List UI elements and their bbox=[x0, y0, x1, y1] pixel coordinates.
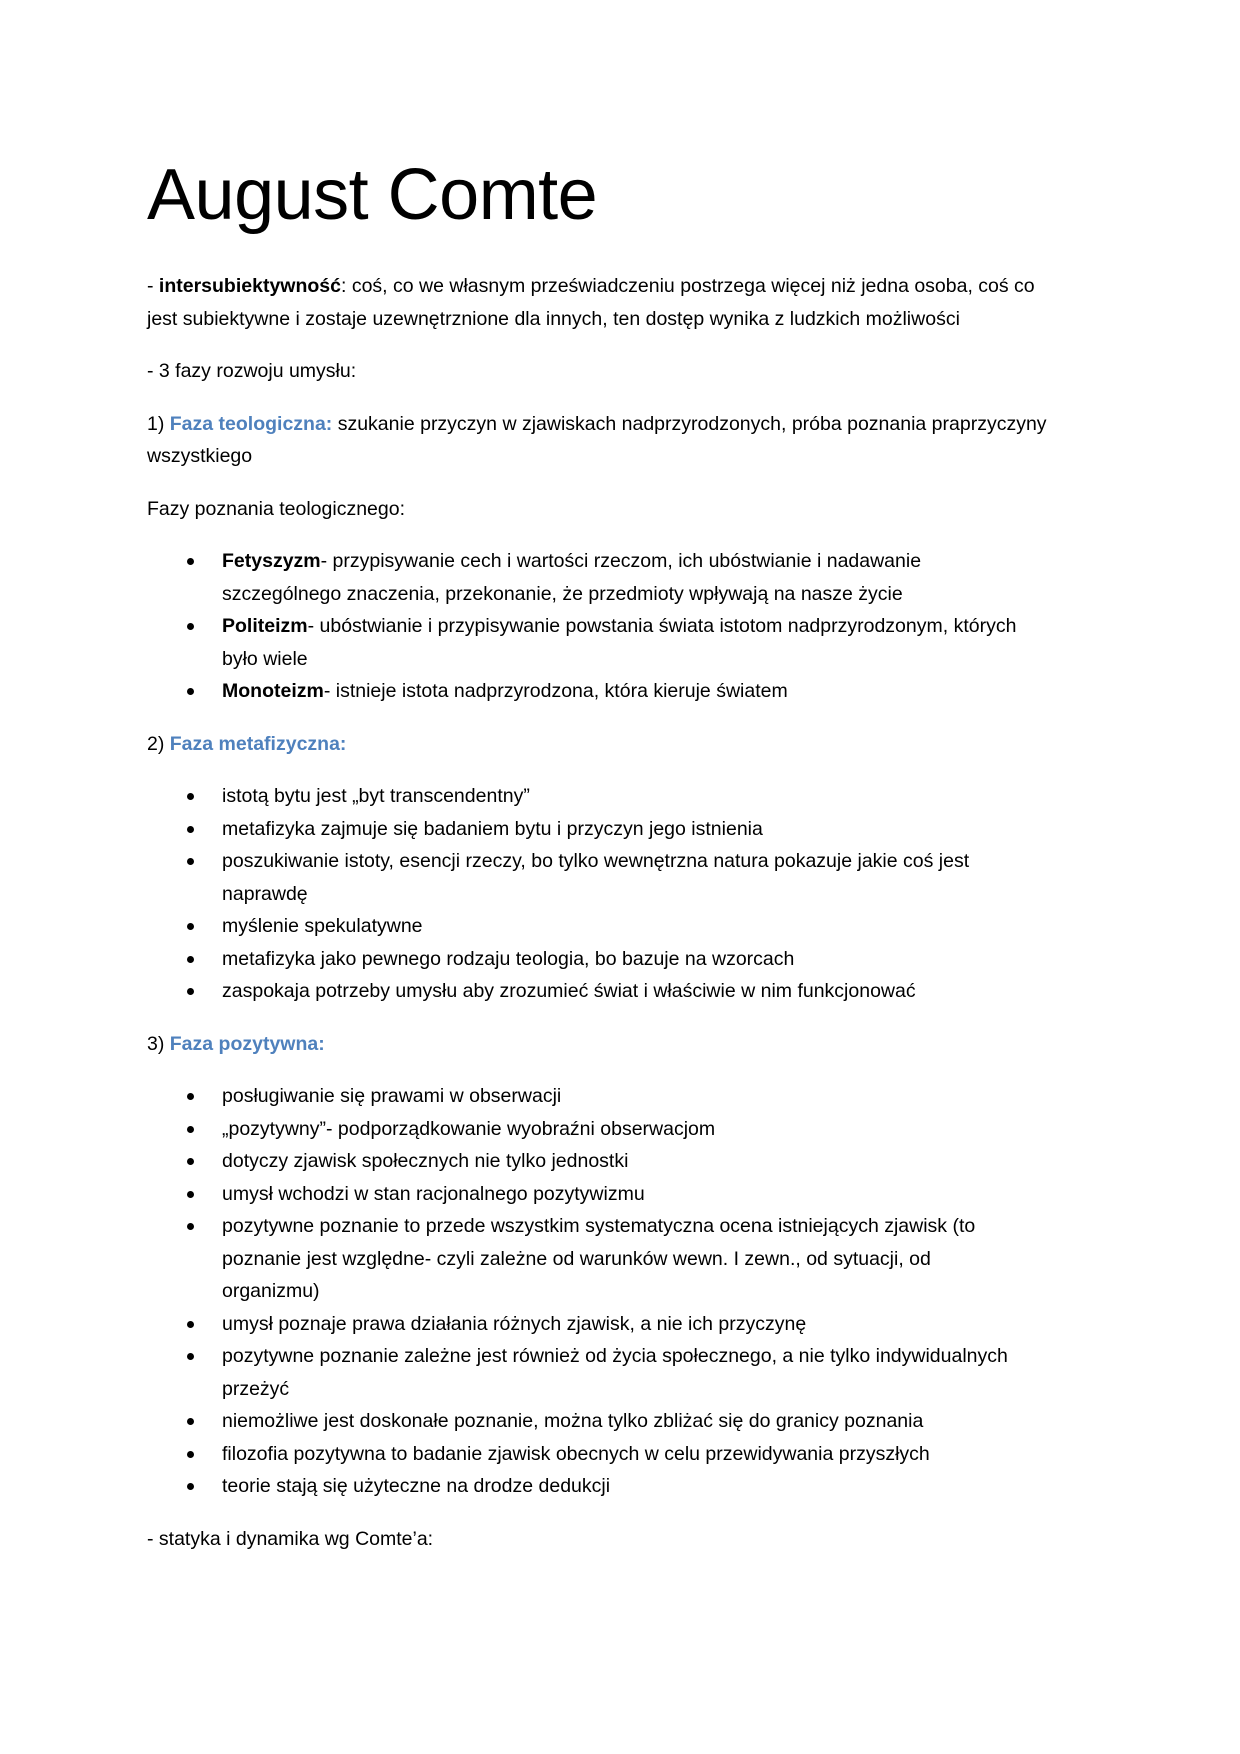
phase-number: 2) bbox=[147, 732, 170, 755]
page-title: August Comte bbox=[147, 155, 598, 235]
list-item-text: pozytywne poznanie zależne jest również od życia społecznego, a nie tylko indywidualnych bbox=[222, 1345, 1008, 1367]
positive-list bbox=[147, 1080, 1107, 1503]
intro-line: jest subiektywne i zostaje uzewnętrznione dla innych, ten dostęp wynika z ludzkich możliwości bbox=[147, 307, 960, 330]
list-item-text: umysł poznaje prawa działania różnych zjawisk, a nie ich przyczynę bbox=[222, 1312, 807, 1335]
theological-list bbox=[147, 545, 1107, 708]
phase1-label: Faza teologiczna: bbox=[169, 412, 333, 435]
list-item bbox=[147, 675, 1107, 708]
list-item bbox=[147, 1308, 1107, 1341]
list-item-text: „pozytywny”- podporządkowanie wyobraźni obserwacjom bbox=[222, 1117, 716, 1140]
phases-intro: - 3 fazy rozwoju umysłu: bbox=[147, 360, 357, 382]
phase1-paragraph bbox=[147, 408, 1107, 473]
term-intersubiektywnosc: intersubiektywność bbox=[158, 275, 341, 297]
list-item bbox=[147, 910, 1107, 943]
dash: - bbox=[147, 275, 159, 297]
intro-paragraph bbox=[147, 270, 1107, 335]
list-item bbox=[147, 1405, 1107, 1438]
list-item bbox=[147, 780, 1107, 813]
list-item-term: Fetyszyzm bbox=[222, 550, 321, 572]
list-item bbox=[147, 1113, 1107, 1146]
phase3-heading bbox=[147, 1028, 1107, 1061]
list-item-text: istotą bytu jest „byt transcendentny” bbox=[222, 785, 530, 807]
phase1-line: szukanie przyczyn w zjawiskach nadprzyrodzonych, próba poznania praprzyczyny bbox=[332, 412, 1047, 435]
list-item bbox=[147, 1340, 1107, 1405]
list-item-text: naprawdę bbox=[222, 882, 308, 905]
phase3-label: Faza pozytywna: bbox=[169, 1032, 325, 1055]
list-item bbox=[147, 1438, 1107, 1471]
list-item-text: metafizyka jako pewnego rodzaju teologia, bo bazuje na wzorcach bbox=[222, 947, 795, 970]
list-item-text: - przypisywanie cech i wartości rzeczom, ich ubóstwianie i nadawanie bbox=[320, 550, 922, 572]
list-item-term: Politeizm bbox=[222, 615, 308, 637]
list-item-text: umysł wchodzi w stan racjonalnego pozytywizmu bbox=[222, 1182, 645, 1205]
phase2-label: Faza metafizyczna: bbox=[169, 732, 347, 755]
list-item-text: organizmu) bbox=[222, 1280, 320, 1302]
list-item-text: - istnieje istota nadprzyrodzona, która kieruje światem bbox=[323, 680, 788, 702]
phase-number: 3) bbox=[147, 1032, 170, 1055]
list-item bbox=[147, 610, 1107, 675]
list-item bbox=[147, 1178, 1107, 1211]
list-item-text: poznanie jest względne- czyli zależne od warunków wewn. I zewn., od sytuacji, od bbox=[222, 1247, 931, 1270]
list-item-text: zaspokaja potrzeby umysłu aby zrozumieć świat i właściwie w nim funkcjonować bbox=[222, 980, 916, 1002]
list-item-text: posługiwanie się prawami w obserwacji bbox=[222, 1085, 562, 1107]
list-item-text: pozytywne poznanie to przede wszystkim systematyczna ocena istniejących zjawisk (to bbox=[222, 1215, 976, 1237]
list-item-term: Monoteizm bbox=[222, 680, 324, 702]
closing-line: - statyka i dynamika wg Comte’a: bbox=[147, 1527, 434, 1550]
list-item-text: przeżyć bbox=[222, 1377, 290, 1400]
list-item-text: dotyczy zjawisk społecznych nie tylko jednostki bbox=[222, 1150, 629, 1172]
phase1-line: wszystkiego bbox=[147, 445, 253, 467]
list-item-text: myślenie spekulatywne bbox=[222, 915, 423, 937]
list-item bbox=[147, 1470, 1107, 1503]
metaphysical-list bbox=[147, 780, 1107, 1008]
document-page bbox=[147, 150, 1107, 1575]
theo-heading: Fazy poznania teologicznego: bbox=[147, 497, 406, 520]
phase2-heading bbox=[147, 728, 1107, 761]
list-item-text: - ubóstwianie i przypisywanie powstania świata istotom nadprzyrodzonym, których bbox=[307, 615, 1017, 637]
list-item-text: niemożliwe jest doskonałe poznanie, można tylko zbliżać się do granicy poznania bbox=[222, 1410, 924, 1432]
list-item bbox=[147, 1145, 1107, 1178]
list-item-text: teorie stają się użyteczne na drodze dedukcji bbox=[222, 1475, 611, 1497]
list-item bbox=[147, 1080, 1107, 1113]
list-item bbox=[147, 1210, 1107, 1308]
intro-line: : coś, co we własnym przeświadczeniu postrzega więcej niż jedna osoba, coś co bbox=[340, 275, 1035, 297]
list-item bbox=[147, 813, 1107, 846]
list-item bbox=[147, 845, 1107, 910]
phase-number: 1) bbox=[147, 412, 170, 435]
list-item bbox=[147, 545, 1107, 610]
list-item bbox=[147, 943, 1107, 976]
list-item-text: poszukiwanie istoty, esencji rzeczy, bo tylko wewnętrzna natura pokazuje jakie coś jest bbox=[222, 850, 970, 872]
list-item-text: filozofia pozytywna to badanie zjawisk obecnych w celu przewidywania przyszłych bbox=[222, 1442, 930, 1465]
list-item-text: metafizyka zajmuje się badaniem bytu i przyczyn jego istnienia bbox=[222, 817, 763, 840]
list-item bbox=[147, 975, 1107, 1008]
list-item-text: było wiele bbox=[222, 647, 308, 670]
list-item-text: szczególnego znaczenia, przekonanie, że przedmioty wpływają na nasze życie bbox=[222, 582, 903, 605]
